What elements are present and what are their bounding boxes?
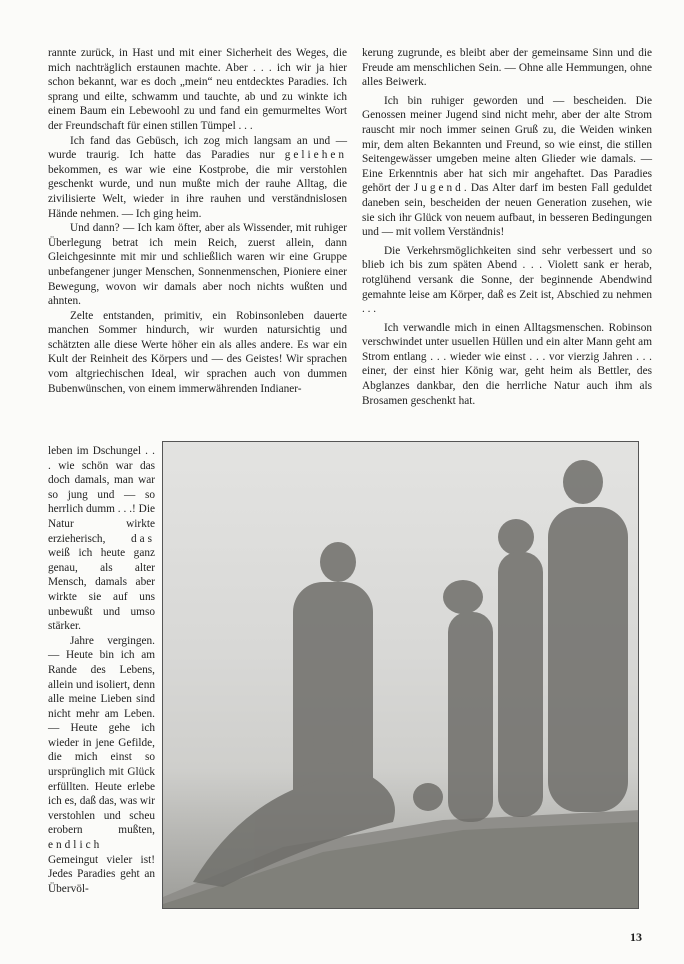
paragraph: Jahre vergingen. — Heute bin ich am Rande des Lebens, allein und isoliert, denn alle meine Lieben sind nicht mehr am Leben. — Heute gehe ich wieder in jene Gefilde, die mich einst so ursprünglich mit Glück erfüllten. Heute erlebe ich es, daß das, was wir verstohlen und scheu erobern mußten, endlich Gemeingut vieler ist! Jedes Paradies geht an Übervöl- xyxy=(48,634,155,895)
paragraph: kerung zugrunde, es bleibt aber der gemeinsame Sinn und die Freude am menschlichen Sein. — Ohne alle Hemmungen, ohne alles Beiwerk. xyxy=(362,47,652,89)
spaced-emphasis: geliehen xyxy=(284,149,347,162)
paragraph: rannte zurück, in Hast und mit einer Sicherheit des Weges, die mich nachträglich erstaunen machte. Aber . . . ich wir ja hier schon bekannt, war es doch „mein“ neu entdecktes Paradies. Ich sprang und eilte, schwamm und tauchte, ab und zu winkte ich einem Baum ein Lebewoohl zu und fand ein gemurmeltes Wort der Freundschaft für einen stillen Tümpel . . . xyxy=(48,47,347,132)
photo-scene xyxy=(163,442,639,909)
left-column-top xyxy=(48,46,347,396)
paragraph: Und dann? — Ich kam öfter, aber als Wissender, mit ruhiger Überlegung betrat ich mein Reich, zuerst allein, dann Gleichgesinnte mit mir und schließlich waren wir eine Gruppe unbefangener junger Menschen, Sonnenmenschen, Pioniere einer Bewegung, wovon wir damals aber noch nichts wußten und ahnten. xyxy=(48,222,347,308)
paragraph: Zelte entstanden, primitiv, ein Robinsonleben dauerte manchen Sommer hindurch, wir wurden natursichtig und schätzten alle diese Werte höher ein als alles andere. Es war ein Kult der Reinheit des Körpers und — des Geistes! Wir sprachen vom altgriechischen Ideal, wir sprachen auch von dummen Bubenwünschen, von einem immerwährenden Indianer- xyxy=(48,309,347,395)
photograph xyxy=(162,441,639,909)
paragraph: Die Verkehrsmöglichkeiten sind sehr verbessert und so blieb ich bis zum späten Abend . . . Violett sank er herab, rotglühend versank die Sonne, der beginnende Abendwind gemahnte leise am Körper, daß es Zeit ist, Abschied zu nehmen . . . xyxy=(362,244,652,316)
paragraph: Ich fand das Gebüsch, ich zog mich langsam an und — wurde traurig. Ich hatte das Paradies nur geliehen bekommen, es war wie eine Kostprobe, die mir verstohlen geschenkt wurde, und nun mußte mich der rauhe Alltag, die zivilisierte Welt, wieder in ihre rauhen und verständnislosen Hände nehmen. — Ich ging heim. xyxy=(48,134,347,220)
spaced-emphasis: endlich xyxy=(48,839,103,852)
page-number: 13 xyxy=(630,930,642,944)
paragraph: Ich bin ruhiger geworden und — bescheiden. Die Genossen meiner Jugend sind nicht mehr, aber der alte Strom rauscht mir noch immer seinen Gruß zu, die Weiden winken mir, dem alten Bekannten und Freund, so wie einst, die stillen Seitengewässer umgeben meine alten Glieder wie damals. — Eine Erkenntnis aber hat sich mir angehaftet. Das Paradies gehört der Jugend. Das Alter darf im besten Fall geduldet daneben sein, bescheiden der neuen Generation zusehen, wie sie sich ihr Glück von neuem aufbaut, in besseren Bedingungen und — mit vollem Verständnis! xyxy=(362,94,652,239)
left-column-narrow xyxy=(48,444,155,896)
paragraph: leben im Dschungel . . . wie schön war das doch damals, man war so jung und — so herrlich dumm . . .! Die Natur wirkte erzieherisch, das weiß ich heute ganz genau, als alter Mensch, damals aber wirkte sie auf uns unbewußt und umso stärker. xyxy=(48,445,155,633)
spaced-emphasis: Jugend xyxy=(413,182,464,195)
paragraph: Ich verwandle mich in einen Alltagsmenschen. Robinson verschwindet unter usuellen Hüllen und ein alter Mann geht am Strom entlang . . . wieder wie einst . . . vor vierzig Jahren . . . einer, der einst hier König war, geht heim als Bettler, des Abglanzes dankbar, den die herrliche Natur auch ihm als Brosamen geschenkt hat. xyxy=(362,321,652,407)
spaced-emphasis: das xyxy=(130,532,155,545)
right-column xyxy=(362,46,652,408)
